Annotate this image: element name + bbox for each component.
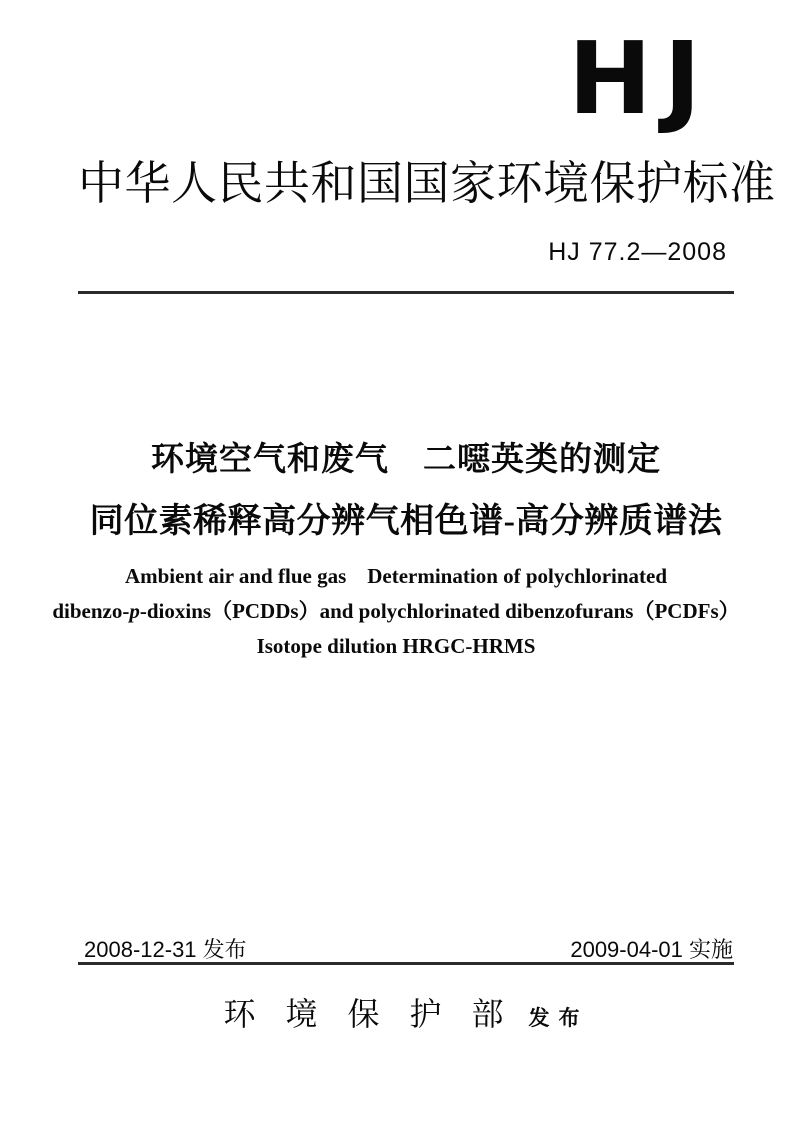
standard-number: HJ 77.2—2008 xyxy=(548,238,727,266)
issue-date: 2008-12-31 发布 xyxy=(84,937,247,962)
title-cn-line1: 环境空气和废气 二噁英类的测定 xyxy=(151,442,661,478)
publisher-line xyxy=(78,995,734,1033)
title-en-line2 xyxy=(40,594,752,629)
implement-date: 2009-04-01 实施 xyxy=(570,937,733,962)
title-en-line2-suffix: -dioxins（PCDDs）and polychlorinated dibenzofurans（PCDFs） xyxy=(139,599,740,623)
title-en-line2-italic-p: p xyxy=(129,599,140,623)
title-en-line3: Isotope dilution HRGC-HRMS xyxy=(256,634,536,658)
title-cn-line2: 同位素稀释高分辨气相色谱-高分辨质谱法 xyxy=(89,503,723,540)
footer-rule xyxy=(78,962,734,965)
publisher-name: 环境保护部 xyxy=(223,996,534,1032)
title-en xyxy=(40,559,752,664)
title-en-line1: Ambient air and flue gas Determination of polychlorinated xyxy=(124,564,668,588)
org-title: 中华人民共和国国家环境保护标准 xyxy=(78,158,776,209)
title-en-line2-prefix: dibenzo- xyxy=(52,599,130,623)
standard-code-logo: HJ xyxy=(568,20,713,137)
publisher-action: 发布 xyxy=(528,1007,589,1030)
header-rule xyxy=(78,291,734,294)
